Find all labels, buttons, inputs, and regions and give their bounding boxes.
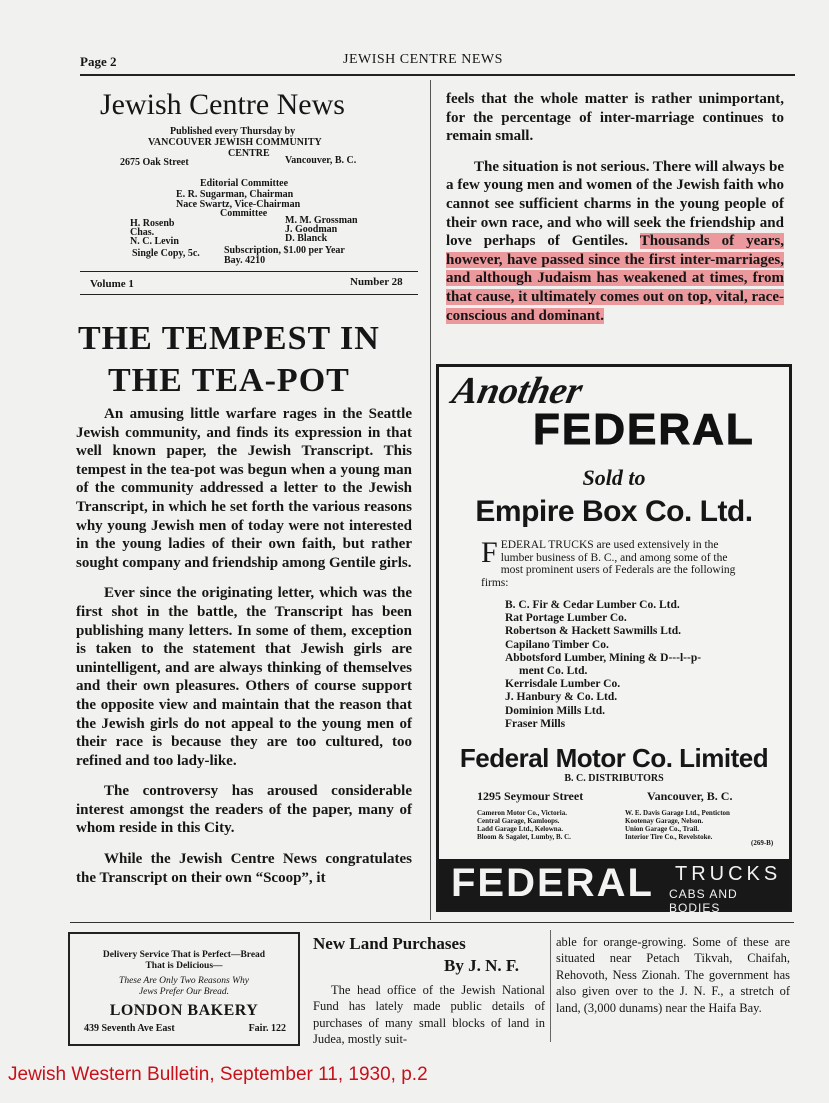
ad-intro-text: EDERAL TRUCKS are used extensively in the lumber business of B. C., and among some of the most prominent users of Federals are the following firms: [481,539,736,589]
ad-firm: Abbotsford Lumber, Mining & D---l--p- [505,651,702,664]
article-paragraph: An amusing little warfare rages in the Seattle Jewish community, and finds its expression in that well known paper, the Jewish Transcript. This tempest in the tea-pot was begun when a young man of the community addressed a letter to the Jewish Transcript, in which he set forth the various reasons why young Jewish men of today were not interested in the young ladies of their own faith, but rather sought company and friendship among Gentile girls. [76,406,412,571]
committee-member: Chas. [130,227,155,238]
ad-firm: Capilano Timber Co. [505,638,609,651]
committee-member: M. M. Grossman [285,215,358,226]
masthead-org-2: CENTRE [228,148,270,159]
jnf-byline: By J. N. F. [444,956,519,975]
ad-empire-box: Empire Box Co. Ltd. [475,495,753,528]
article-body-right [446,90,784,337]
ad-firm: Rat Portage Lumber Co. [505,612,627,625]
ad-distributors: B. C. DISTRIBUTORS [564,773,664,784]
masthead-phone: Bay. 4210 [224,255,266,266]
ad-firm: Kerrisdale Lumber Co. [505,678,621,691]
jnf-divider [550,930,551,1042]
article-paragraph: feels that the whole matter is rather unimportant, for the percentage of inter-marriage continues to remain small. [446,91,784,145]
masthead-city: Vancouver, B. C. [285,155,357,166]
bakery-tagline-line: Delivery Service That is Perfect—Bread [102,950,266,960]
article-headline [78,318,418,402]
article-paragraph [446,158,784,325]
ad-footer-cabs: CABS AND BODIES [669,887,738,915]
ad-dealer: Interior Tire Co., Revelstoke. [625,833,713,841]
ad-city: Vancouver, B. C. [647,789,733,803]
committee-label: Committee [220,208,268,219]
ad-dealer: Ladd Garage Ltd., Kelowna. [477,825,563,833]
bakery-phone: Fair. 122 [248,1023,286,1034]
article-paragraph: The controversy has aroused considerable interest amongst the readers of the paper, many of whom reside in this City. [76,783,412,837]
article-body-left [76,405,412,899]
article-paragraph: While the Jewish Centre News congratulates the Transcript on their own “Scoop”, it [76,851,412,886]
bakery-address: 439 Seventh Ave East [84,1023,175,1034]
ad-firm: Fraser Mills [505,717,566,730]
single-copy-price: Single Copy, 5c. [132,248,200,259]
masthead-rule [80,294,418,295]
ad-firm: Robertson & Hackett Sawmills Ltd. [505,625,682,638]
ad-dealer: W. E. Davis Garage Ltd., Penticton [625,809,730,817]
ad-drop-cap: F [481,536,498,569]
jnf-column-2 [556,934,790,1016]
masthead-published: Published every Thursday by [170,126,296,137]
committee-title: Editorial Committee [200,178,289,189]
ad-firm: J. Hanbury & Co. Ltd. [505,691,618,704]
masthead-org: VANCOUVER JEWISH COMMUNITY [148,137,322,148]
ad-footer-trucks: TRUCKS [675,863,782,885]
committee-member: J. Goodman [285,224,338,235]
ad-firm-list [505,599,765,731]
jnf-paragraph: The head office of the Jewish National Fund has lately made public details of purchases of many small blocks of land in Judea, mostly suit- [313,983,545,1047]
article-sentence: The situation is not serious. There will always be a few young men and women of the Jewish faith who cannot see sufficient charms in the young people of their own race, and who will seek the friendship and love perhaps of Gentiles. [446,158,784,250]
jnf-headline: New Land Purchases [313,934,466,953]
source-caption: Jewish Western Bulletin, September 11, 1930, p.2 [8,1064,428,1085]
committee-member: D. Blanck [285,233,328,244]
bakery-reasons-line: These Are Only Two Reasons Why [119,976,249,986]
ad-footer-bar [439,859,789,915]
committee-member: H. Rosenb [130,218,175,229]
ad-dealer: Central Garage, Kamloops. [477,817,560,825]
ad-sold-to: Sold to [582,465,646,490]
section-rule [70,922,794,923]
ad-intro [481,536,751,589]
headline-line-2: THE TEA-POT [108,362,350,399]
bakery-reasons [70,976,298,998]
ad-federal-logo: FEDERAL [533,405,755,454]
ad-firm: B. C. Fir & Cedar Lumber Co. Ltd. [505,599,680,611]
ad-code: (269-B) [751,839,774,847]
bakery-tagline-line: That is Delicious— [145,961,223,971]
ad-dealer: Union Garage Co., Trail. [625,825,700,833]
subscription-price: Subscription, $1.00 per Year [224,245,345,256]
issue-number: Number 28 [350,276,403,288]
ad-dealer: Cameron Motor Co., Victoria. [477,809,567,817]
masthead [80,88,418,300]
jnf-paragraph: able for orange-growing. Some of these are situated near Petach Tikvah, Chaifah, Rehovoth, Ness Zionah. The government has also given over to the J. N. F., a stretch of land, (3,000 dunams) near the Haifa Bay. [556,935,790,1015]
masthead-rule [80,271,418,272]
federal-trucks-ad [436,364,792,915]
article-paragraph: Ever since the originating letter, which was the first shot in the battle, the Transcript has been publishing many letters. In some of them, exception is taken to the statement that Jewish girls are unintelligent, and are always thinking of themselves and their own pleasures. Others of course support the opposite view and maintain that the reason that the Jewish girls do not appeal to the young men of their race is because they are too cultured, too refined and too lady-like. [76,585,412,769]
highlighted-passage: Thousands of years, however, have passed since the first inter-marriages, and although Judaism has weakened at times, from that cause, it ultimately comes out on top, vital, race-conscious and dominant. [446,233,784,324]
ad-federal-motor: Federal Motor Co. Limited [459,743,769,773]
running-head [80,50,795,76]
london-bakery-ad [68,932,300,1046]
committee-chair: E. R. Sugarman, Chairman [176,189,294,200]
ad-dealers-right [625,809,730,841]
committee-member: N. C. Levin [130,236,179,247]
ad-another: Another [448,370,587,412]
bakery-reasons-line: Jews Prefer Our Bread. [138,987,230,997]
committee-vice: Nace Swartz, Vice-Chairman [176,199,301,210]
ad-footer-federal: FEDERAL [451,861,654,905]
ad-dealers-left [477,809,571,841]
running-title: JEWISH CENTRE NEWS [343,52,503,67]
ad-dealer: Kootenay Garage, Nelson. [625,817,704,825]
masthead-street: 2675 Oak Street [120,157,189,168]
volume-label: Volume 1 [90,278,134,290]
headline-line-1: THE TEMPEST IN [78,320,380,357]
ad-firm: Dominion Mills Ltd. [505,704,606,717]
bakery-name: LONDON BAKERY [109,1002,259,1019]
bakery-tagline [70,950,298,972]
ad-dealer: Bloom & Sagalet, Lumby, B. C. [477,833,571,841]
masthead-name: Jewish Centre News [100,88,345,121]
jnf-column-1 [313,982,545,1048]
page-number: Page 2 [80,54,117,69]
column-divider [430,80,431,920]
ad-firm: ment Co. Ltd. [519,665,588,678]
ad-address: 1295 Seymour Street [477,789,584,803]
